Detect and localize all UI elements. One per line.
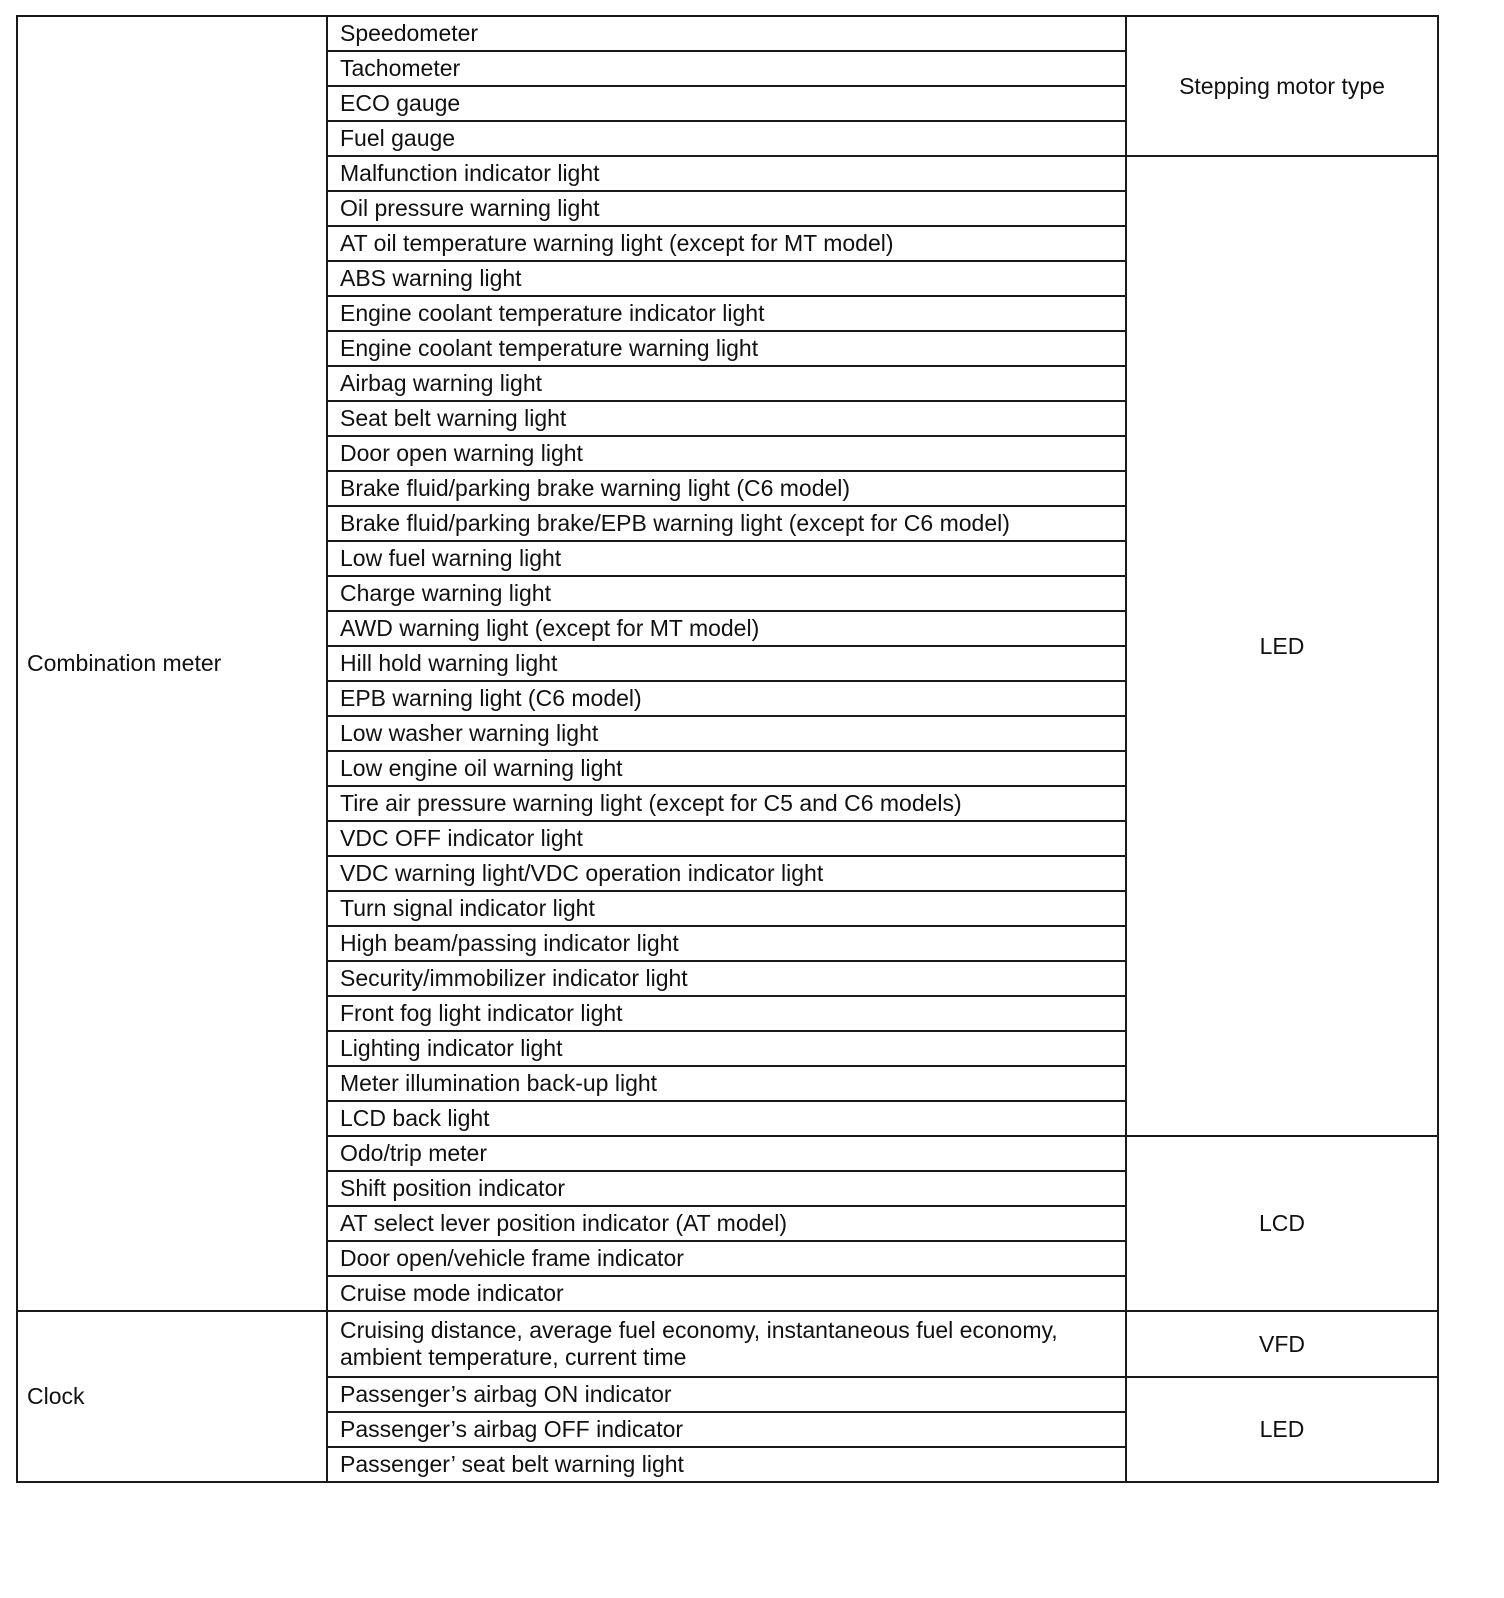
feature-cell: Door open/vehicle frame indicator: [327, 1241, 1126, 1276]
feature-cell: Door open warning light: [327, 436, 1126, 471]
feature-cell: Seat belt warning light: [327, 401, 1126, 436]
feature-cell: Speedometer: [327, 16, 1126, 51]
feature-cell: Cruising distance, average fuel economy, instantaneous fuel economy, ambient temperature, current time: [327, 1311, 1126, 1377]
table-row: [17, 1311, 1438, 1377]
group-label: Clock: [17, 1311, 327, 1482]
feature-cell: Hill hold warning light: [327, 646, 1126, 681]
display-type-cell: LED: [1126, 1377, 1438, 1482]
feature-cell: Security/immobilizer indicator light: [327, 961, 1126, 996]
feature-cell: Low washer warning light: [327, 716, 1126, 751]
feature-cell: Tachometer: [327, 51, 1126, 86]
feature-cell: Front fog light indicator light: [327, 996, 1126, 1031]
feature-cell: ABS warning light: [327, 261, 1126, 296]
feature-cell: Shift position indicator: [327, 1171, 1126, 1206]
feature-cell: Brake fluid/parking brake warning light (C6 model): [327, 471, 1126, 506]
combination-meter-table: [16, 15, 1439, 1483]
group-label: Combination meter: [17, 16, 327, 1311]
feature-cell: Malfunction indicator light: [327, 156, 1126, 191]
feature-cell: EPB warning light (C6 model): [327, 681, 1126, 716]
feature-cell: ECO gauge: [327, 86, 1126, 121]
feature-cell: Cruise mode indicator: [327, 1276, 1126, 1311]
feature-cell: Tire air pressure warning light (except for C5 and C6 models): [327, 786, 1126, 821]
feature-cell: AT oil temperature warning light (except for MT model): [327, 226, 1126, 261]
feature-cell: Fuel gauge: [327, 121, 1126, 156]
feature-cell: AT select lever position indicator (AT model): [327, 1206, 1126, 1241]
feature-cell: Odo/trip meter: [327, 1136, 1126, 1171]
feature-cell: Oil pressure warning light: [327, 191, 1126, 226]
feature-cell: AWD warning light (except for MT model): [327, 611, 1126, 646]
feature-cell: Turn signal indicator light: [327, 891, 1126, 926]
display-type-cell: Stepping motor type: [1126, 16, 1438, 156]
feature-cell: Passenger’s airbag ON indicator: [327, 1377, 1126, 1412]
feature-cell: LCD back light: [327, 1101, 1126, 1136]
display-type-cell: LCD: [1126, 1136, 1438, 1311]
feature-cell: Charge warning light: [327, 576, 1126, 611]
feature-cell: Engine coolant temperature warning light: [327, 331, 1126, 366]
feature-cell: Airbag warning light: [327, 366, 1126, 401]
feature-cell: Passenger’ seat belt warning light: [327, 1447, 1126, 1482]
table-row: [17, 16, 1438, 51]
feature-cell: Passenger’s airbag OFF indicator: [327, 1412, 1126, 1447]
feature-cell: Lighting indicator light: [327, 1031, 1126, 1066]
feature-cell: High beam/passing indicator light: [327, 926, 1126, 961]
feature-cell: Meter illumination back-up light: [327, 1066, 1126, 1101]
feature-cell: VDC warning light/VDC operation indicator light: [327, 856, 1126, 891]
display-type-cell: VFD: [1126, 1311, 1438, 1377]
display-type-cell: LED: [1126, 156, 1438, 1136]
feature-cell: Low engine oil warning light: [327, 751, 1126, 786]
feature-cell: Engine coolant temperature indicator light: [327, 296, 1126, 331]
feature-cell: VDC OFF indicator light: [327, 821, 1126, 856]
feature-cell: Brake fluid/parking brake/EPB warning light (except for C6 model): [327, 506, 1126, 541]
feature-cell: Low fuel warning light: [327, 541, 1126, 576]
meter-table-container: [16, 15, 1439, 1483]
